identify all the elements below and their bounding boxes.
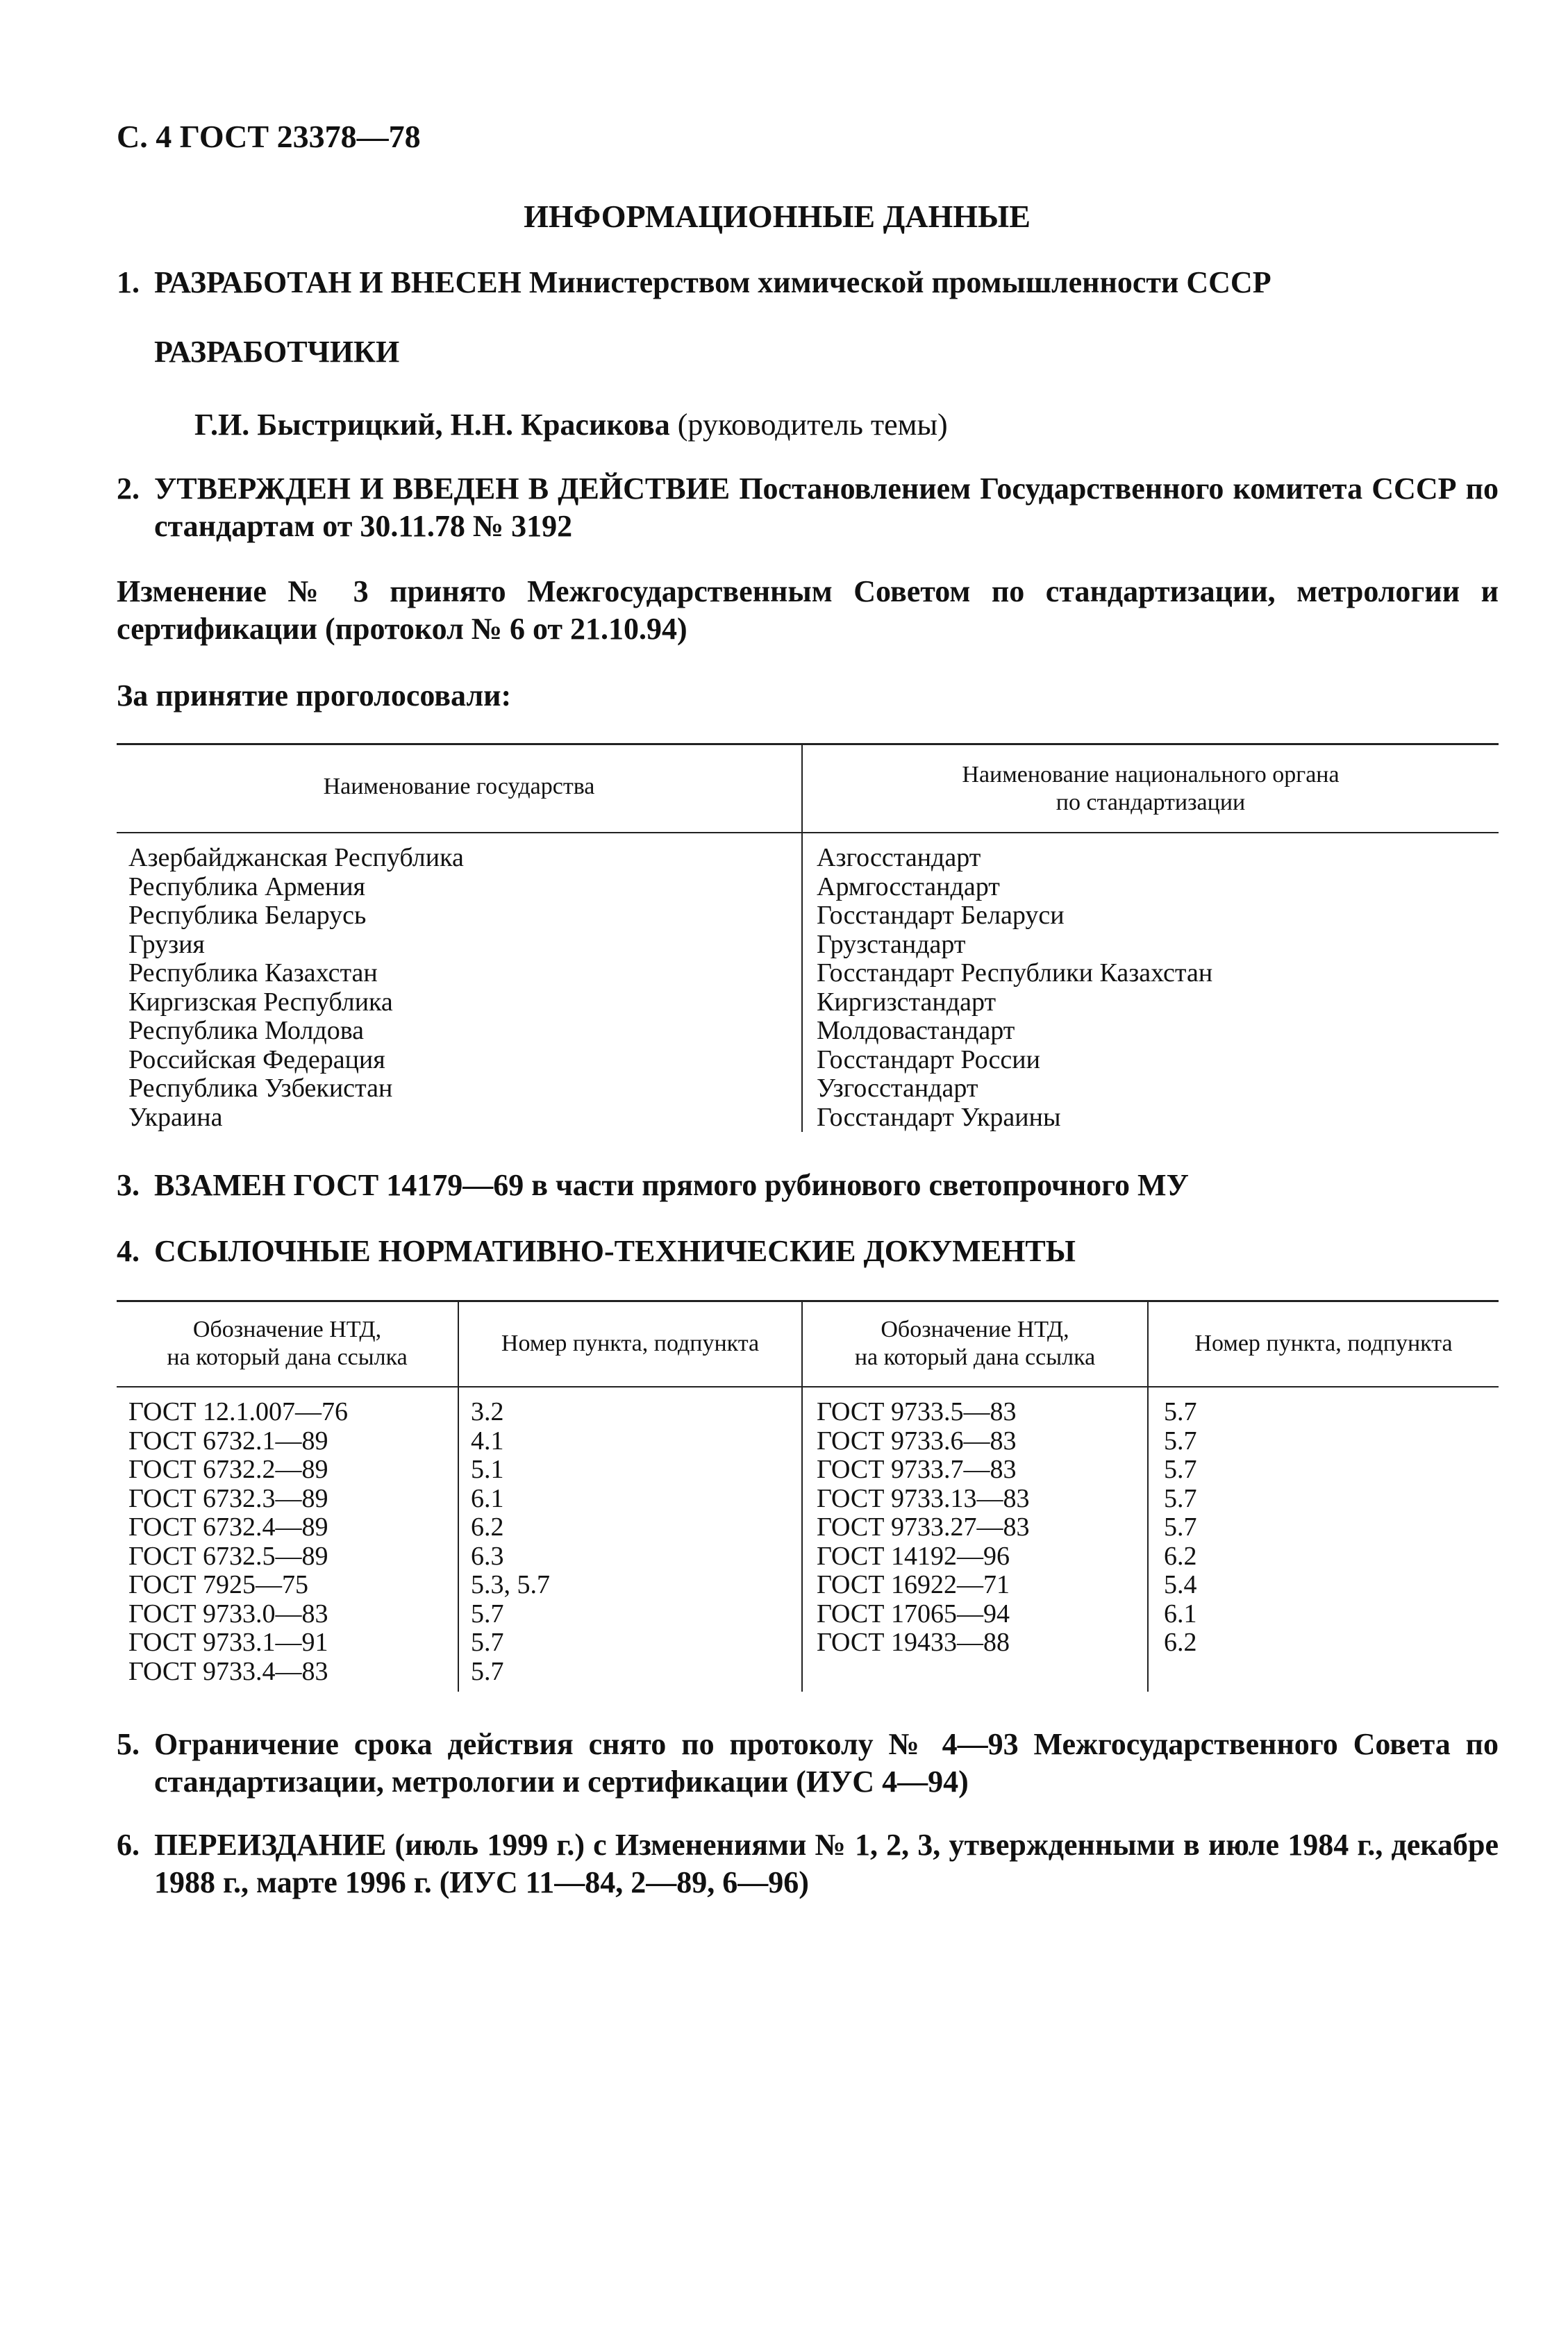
state-cell: Республика Узбекистан	[128, 1074, 393, 1103]
table2-right-clauses-column	[1164, 1398, 1197, 1658]
table1-header-body-line1: Наименование национального органа	[962, 762, 1340, 788]
standards-body-cell: Госстандарт Республики Казахстан	[817, 958, 1213, 988]
item-4-text: ССЫЛОЧНЫЕ НОРМАТИВНО-ТЕХНИЧЕСКИЕ ДОКУМЕНТЫ	[154, 1234, 1076, 1268]
table2-header-doc-left	[117, 1316, 458, 1372]
clause-cell: 5.7	[1164, 1483, 1197, 1513]
item-5-text: Ограничение срока действия снято по протоколу № 4—93 Межгосударственного Совета по стандартизации, метрологии и сертификации (ИУС 4—94)	[154, 1727, 1499, 1799]
reference-doc-cell: ГОСТ 6732.1—89	[128, 1426, 328, 1456]
developers-role: (руководитель темы)	[677, 408, 948, 442]
state-cell: Республика Армения	[128, 872, 366, 901]
item-2-text: Постановлением Государственного комитета СССР по стандартам от 30.11.78 № 3192	[154, 472, 1499, 543]
reference-doc-cell: ГОСТ 6732.3—89	[128, 1483, 328, 1513]
item-5-number: 5.	[117, 1727, 140, 1761]
item-1-number: 1.	[117, 265, 140, 299]
table2-header-clause-right: Номер пункта, подпункта	[1194, 1331, 1453, 1356]
item-4	[117, 1233, 1499, 1270]
reference-doc-cell: ГОСТ 9733.6—83	[817, 1426, 1017, 1456]
state-cell: Азербайджанская Республика	[128, 843, 464, 872]
reference-doc-cell: ГОСТ 12.1.007—76	[128, 1397, 348, 1426]
table2-header-doc-right-line2: на который дана ссылка	[854, 1344, 1096, 1370]
section-title: ИНФОРМАЦИОННЫЕ ДАННЫЕ	[524, 199, 1031, 234]
clause-cell: 6.2	[471, 1512, 504, 1542]
table1-top-rule	[117, 743, 1499, 745]
standards-body-cell: Армгосстандарт	[817, 872, 1000, 901]
change-note-text: Изменение № 3 принято Межгосударственным Советом по стандартизации, метрологии и сертификации (протокол № 6 от 21.10.94)	[117, 574, 1499, 646]
reference-doc-cell: ГОСТ 14192—96	[817, 1541, 1010, 1571]
item-3	[117, 1167, 1499, 1204]
table2-left-clauses-column	[471, 1398, 550, 1686]
item-2-number: 2.	[117, 472, 140, 506]
clause-cell: 6.1	[1164, 1599, 1197, 1628]
clause-cell: 6.3	[471, 1541, 504, 1571]
item-4-number: 4.	[117, 1234, 140, 1268]
standards-body-cell: Узгосстандарт	[817, 1074, 978, 1103]
developers-names: Г.И. Быстрицкий, Н.Н. Красикова	[194, 408, 670, 442]
table2-header-clause-left: Номер пункта, подпункта	[501, 1331, 760, 1356]
standards-body-cell: Азгосстандарт	[817, 843, 981, 872]
state-cell: Республика Беларусь	[128, 901, 367, 930]
clause-cell: 5.4	[1164, 1570, 1197, 1599]
table1-states-column	[128, 844, 464, 1132]
table2-header-rule	[117, 1386, 1499, 1388]
reference-doc-cell: ГОСТ 6732.5—89	[128, 1541, 328, 1571]
table1-header-body-line2: по стандартизации	[1056, 790, 1246, 815]
table2-left-docs-column	[128, 1398, 348, 1686]
table2-header-doc-right-line1: Обозначение НТД,	[881, 1317, 1069, 1342]
clause-cell: 5.7	[1164, 1455, 1197, 1484]
reference-doc-cell: ГОСТ 9733.7—83	[817, 1455, 1017, 1484]
clause-cell: 6.2	[1164, 1628, 1197, 1657]
reference-doc-cell: ГОСТ 6732.2—89	[128, 1455, 328, 1484]
clause-cell: 5.7	[471, 1656, 504, 1686]
developers-heading: РАЗРАБОТЧИКИ	[154, 335, 400, 369]
clause-cell: 6.1	[471, 1483, 504, 1513]
reference-doc-cell: ГОСТ 17065—94	[817, 1599, 1010, 1628]
item-1-text: Министерством химической промышленности СССР	[528, 265, 1271, 299]
reference-doc-cell: ГОСТ 9733.13—83	[817, 1483, 1030, 1513]
standards-body-cell: Грузстандарт	[817, 929, 966, 959]
developers-line	[194, 406, 948, 444]
table2-header-doc-left-line2: на который дана ссылка	[167, 1344, 408, 1370]
reference-doc-cell: ГОСТ 9733.5—83	[817, 1397, 1017, 1426]
reference-doc-cell: ГОСТ 7925—75	[128, 1570, 308, 1599]
standards-body-cell: Госстандарт Беларуси	[817, 901, 1065, 930]
table2-divider-1	[458, 1301, 459, 1692]
table2-header-doc-right	[803, 1316, 1147, 1372]
item-2-bold: УТВЕРЖДЕН И ВВЕДЕН В ДЕЙСТВИЕ	[154, 472, 731, 506]
clause-cell: 5.7	[471, 1628, 504, 1657]
state-cell: Республика Казахстан	[128, 958, 378, 988]
reference-doc-cell: ГОСТ 9733.0—83	[128, 1599, 328, 1628]
table2-right-docs-column	[817, 1398, 1030, 1658]
standards-body-cell: Киргизстандарт	[817, 987, 996, 1017]
item-6	[117, 1826, 1499, 1901]
clause-cell: 5.7	[1164, 1512, 1197, 1542]
item-5	[117, 1726, 1499, 1801]
table2-header-doc-left-line1: Обозначение НТД,	[192, 1317, 382, 1342]
table1-bodies-column	[817, 844, 1212, 1132]
item-6-number: 6.	[117, 1828, 140, 1862]
state-cell: Грузия	[128, 929, 205, 959]
table2-top-rule	[117, 1300, 1499, 1302]
reference-doc-cell: ГОСТ 9733.1—91	[128, 1628, 328, 1657]
state-cell: Российская Федерация	[128, 1044, 385, 1074]
voted-label: За принятие проголосовали:	[117, 678, 512, 712]
clause-cell: 5.3, 5.7	[471, 1570, 550, 1599]
table2-divider-3	[1147, 1301, 1149, 1692]
clause-cell: 6.2	[1164, 1541, 1197, 1571]
state-cell: Киргизская Республика	[128, 987, 393, 1017]
clause-cell: 5.7	[471, 1599, 504, 1628]
clause-cell: 4.1	[471, 1426, 504, 1456]
reference-doc-cell: ГОСТ 6732.4—89	[128, 1512, 328, 1542]
table1-header-state: Наименование государства	[323, 774, 595, 799]
item-3-text: ВЗАМЕН ГОСТ 14179—69 в части прямого рубинового светопрочного МУ	[154, 1168, 1189, 1202]
item-6-text: ПЕРЕИЗДАНИЕ (июль 1999 г.) с Изменениями № 1, 2, 3, утвержденными в июле 1984 г., декабре 1988 г., марте 1996 г. (ИУС 11—84, 2—89, 6—96)	[154, 1828, 1499, 1899]
standards-body-cell: Госстандарт Украины	[817, 1102, 1061, 1132]
page-header: С. 4 ГОСТ 23378—78	[117, 119, 421, 154]
state-cell: Республика Молдова	[128, 1016, 365, 1045]
reference-doc-cell: ГОСТ 16922—71	[817, 1570, 1010, 1599]
item-1	[117, 264, 1499, 301]
table1-header-rule	[117, 832, 1499, 833]
change-note	[117, 573, 1499, 648]
clause-cell: 5.7	[1164, 1397, 1197, 1426]
clause-cell: 5.1	[471, 1455, 504, 1484]
table1-header-body	[803, 761, 1499, 817]
item-1-bold: РАЗРАБОТАН И ВНЕСЕН	[154, 265, 522, 299]
reference-doc-cell: ГОСТ 9733.4—83	[128, 1656, 328, 1686]
standards-body-cell: Молдовастандарт	[817, 1016, 1015, 1045]
clause-cell: 5.7	[1164, 1426, 1197, 1456]
reference-doc-cell: ГОСТ 9733.27—83	[817, 1512, 1030, 1542]
clause-cell: 3.2	[471, 1397, 504, 1426]
item-3-number: 3.	[117, 1168, 140, 1202]
standards-body-cell: Госстандарт России	[817, 1044, 1040, 1074]
reference-doc-cell: ГОСТ 19433—88	[817, 1628, 1010, 1657]
item-2	[117, 470, 1499, 545]
state-cell: Украина	[128, 1102, 223, 1132]
